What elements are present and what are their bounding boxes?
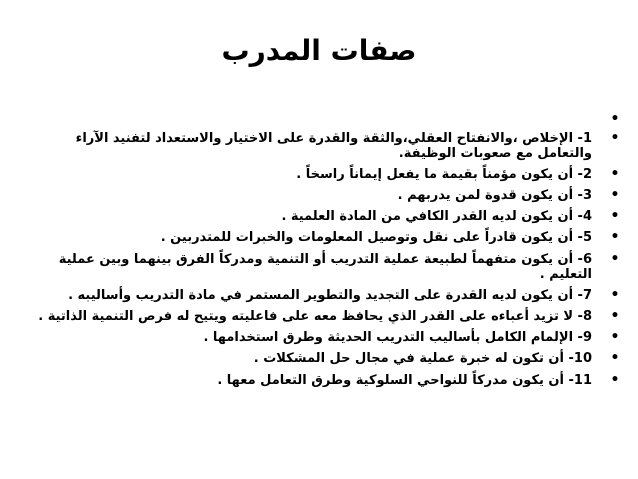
item-text: أن يكون قدوة لمن يدربهم . (397, 188, 574, 204)
list-item (22, 131, 622, 162)
list-item (22, 167, 622, 183)
bullet-dot-icon: • (610, 208, 620, 225)
item-number: 11- (563, 372, 592, 388)
list-item (22, 309, 622, 325)
item-number: 4- (573, 209, 592, 225)
item-text: الإخلاص ،والانفتاح العقلي،والثقة والقدرة على الاختيار والاستعداد لتفنيد الآراء والتعامل مع صعوبات الوظيفة. (75, 130, 592, 162)
item-text: أن تكون له خبرة عملية في مجال حل المشكلات . (253, 351, 564, 367)
item-number: 10- (563, 351, 592, 367)
list-item (22, 230, 622, 246)
item-text: أن يكون مؤمناً بقيمة ما يفعل إيماناً راسخاً . (296, 167, 574, 183)
item-number: 7- (573, 288, 592, 304)
item-text: أن يكون متفهماً لطبيعة عملية التدريب أو التنمية ومدركاً الفرق بينهما وبين عملية التعليم . (58, 251, 592, 283)
item-number: 8- (573, 309, 592, 325)
bullet-dot-icon: • (610, 329, 620, 346)
slide-title: صفات المدرب (221, 34, 417, 67)
item-number: 3- (573, 188, 592, 204)
bullet-dot-icon: • (610, 166, 620, 183)
item-number: 2- (573, 167, 592, 183)
list-item (22, 288, 622, 304)
bullet-dot-icon: • (610, 308, 620, 325)
bullet-dot-icon: • (610, 187, 620, 204)
list-item (22, 373, 622, 389)
bullet-dot-icon: • (610, 287, 620, 304)
list-item (22, 351, 622, 367)
item-text: الإلمام الكامل بأساليب التدريب الحديثة وطرق استخدامها . (203, 330, 574, 346)
item-number: 5- (573, 230, 592, 246)
bullet-dot-icon: • (610, 250, 620, 267)
bullet-dot-icon: • (610, 129, 620, 146)
list-item (22, 112, 622, 125)
item-number: 9- (573, 330, 592, 346)
list-item (22, 252, 622, 283)
list-item (22, 188, 622, 204)
item-text: أن يكون مدركاً للنواحي السلوكية وطرق التعامل معها . (217, 372, 564, 388)
bullet-list (22, 112, 622, 394)
bullet-dot-icon: • (610, 371, 620, 388)
item-number: 1- (573, 130, 592, 146)
list-item (22, 330, 622, 346)
bullet-dot-icon: • (610, 111, 620, 127)
item-text: أن يكون لديه القدر الكافي من المادة العلمية . (281, 209, 574, 225)
list-item (22, 209, 622, 225)
item-text: لا تزيد أعباءه على القدر الذي يحافظ معه على فاعليته ويتيح له فرص التنمية الذاتية . (38, 309, 574, 325)
item-text: أن يكون قادراً على نقل وتوصيل المعلومات والخبرات للمتدربين . (160, 230, 574, 246)
item-text: أن يكون لديه القدرة على التجديد والتطوير المستمر في مادة التدريب وأساليبه . (68, 288, 574, 304)
bullet-dot-icon: • (610, 229, 620, 246)
bullet-dot-icon: • (610, 350, 620, 367)
item-number: 6- (573, 251, 592, 267)
